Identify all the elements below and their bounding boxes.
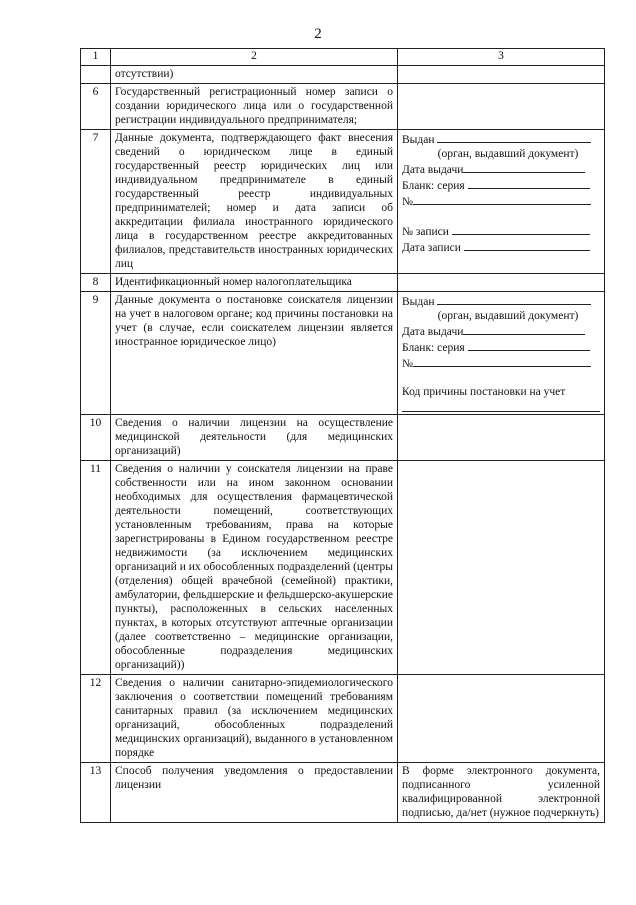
table-row bbox=[81, 675, 605, 763]
reason-code-label: Код причины постановки на учет bbox=[402, 386, 566, 398]
row-description: Сведения о наличии лицензии на осуществление медицинской деятельности (для медицинских организаций) bbox=[111, 415, 398, 461]
row-number: 8 bbox=[81, 274, 111, 292]
column-header-2: 2 bbox=[111, 49, 398, 66]
blank-series-line[interactable] bbox=[468, 339, 590, 351]
number-field[interactable]: № bbox=[402, 355, 600, 371]
row-description: Данные документа о постановке соискателя лицензии на учет в налоговом органе; код причины постановки на учет (в случае, если соискателем лицензии является иностранное юридическое лицо) bbox=[111, 292, 398, 415]
row-number: 7 bbox=[81, 130, 111, 274]
row-description: Идентификационный номер налогоплательщика bbox=[111, 274, 398, 292]
table-header-row bbox=[81, 49, 605, 66]
table-row bbox=[81, 274, 605, 292]
row-value[interactable] bbox=[398, 461, 605, 675]
row-description: отсутствии) bbox=[111, 66, 398, 84]
issuer-note: (орган, выдавший документ) bbox=[437, 148, 579, 160]
record-date-line[interactable] bbox=[464, 239, 590, 251]
row-number: 10 bbox=[81, 415, 111, 461]
page-number: 2 bbox=[314, 26, 322, 42]
issued-field[interactable]: Выдан bbox=[402, 293, 600, 309]
issued-line[interactable] bbox=[437, 293, 591, 305]
row-value bbox=[398, 130, 605, 274]
record-number-line[interactable] bbox=[452, 223, 590, 235]
row-value[interactable] bbox=[398, 84, 605, 130]
record-number-field[interactable]: № записи bbox=[402, 223, 600, 239]
row-value[interactable] bbox=[398, 274, 605, 292]
table-row bbox=[81, 292, 605, 415]
issued-field[interactable]: Выдан bbox=[402, 131, 600, 147]
row-description: Сведения о наличии у соискателя лицензии на праве собственности или на ином законном основании необходимых для осуществления фармацевтической деятельности помещений, соответствующих установленным требованиям, права на которые зарегистрированы в Едином государственном реестре недвижимости (за исключением медицинских организаций и их обособленных подразделений (центры (отделения) общей врачебной (семейной) практики, амбулатории, фельдшерские и фельдшерско-акушерские пункты), расположенных в сельских населенных пунктах, в которых отсутствуют аптечные организации (далее соответственно – медицинские организации, обособленные подразделения медицинских организаций)) bbox=[111, 461, 398, 675]
blank-series-field[interactable]: Бланк: серия bbox=[402, 177, 600, 193]
record-date-field[interactable]: Дата записи bbox=[402, 239, 600, 255]
blank-series-field[interactable]: Бланк: серия bbox=[402, 339, 600, 355]
row-value[interactable] bbox=[398, 415, 605, 461]
issue-date-field[interactable]: Дата выдачи bbox=[402, 161, 600, 177]
row-description: Сведения о наличии санитарно-эпидемиологического заключения о соответствии помещений требованиям санитарных правил (за исключением медицинских организаций, обособленных подразделений медицинских организаций), выданного в установленном порядке bbox=[111, 675, 398, 763]
table-row bbox=[81, 66, 605, 84]
issue-date-line[interactable] bbox=[463, 323, 585, 335]
column-header-3: 3 bbox=[398, 49, 605, 66]
column-header-1: 1 bbox=[81, 49, 111, 66]
row-number bbox=[81, 66, 111, 84]
notification-method-value: В форме электронного документа, подписанного усиленной квалифицированной электронной подписью, да/нет (нужное подчеркнуть) bbox=[398, 763, 605, 823]
number-line[interactable] bbox=[413, 355, 591, 367]
number-line[interactable] bbox=[413, 193, 591, 205]
reason-code-line[interactable] bbox=[402, 401, 600, 412]
table-row bbox=[81, 84, 605, 130]
issued-line[interactable] bbox=[437, 131, 591, 143]
row-number: 12 bbox=[81, 675, 111, 763]
table-row bbox=[81, 461, 605, 675]
table-row bbox=[81, 415, 605, 461]
row-number: 11 bbox=[81, 461, 111, 675]
number-field[interactable]: № bbox=[402, 193, 600, 209]
application-form-table bbox=[80, 48, 605, 823]
row-description: Государственный регистрационный номер записи о создании юридического лица или о государственной регистрации индивидуального предпринимателя; bbox=[111, 84, 398, 130]
row-value bbox=[398, 66, 605, 84]
row-value[interactable] bbox=[398, 675, 605, 763]
table-row bbox=[81, 763, 605, 823]
row-value bbox=[398, 292, 605, 415]
issuer-note: (орган, выдавший документ) bbox=[437, 310, 579, 322]
row-description: Способ получения уведомления о предоставлении лицензии bbox=[111, 763, 398, 823]
row-number: 13 bbox=[81, 763, 111, 823]
issue-date-line[interactable] bbox=[463, 161, 585, 173]
blank-series-line[interactable] bbox=[468, 177, 590, 189]
row-description: Данные документа, подтверждающего факт внесения сведений о юридическом лице в единый государственный реестр юридических лиц или индивидуальном предпринимателе в единый государственный реестр индивидуальных предпринимателей; номер и дата записи об аккредитации филиала иностранного юридического лица в государственном реестре аккредитованных филиалов, представительств иностранных юридических лиц bbox=[111, 130, 398, 274]
table-row bbox=[81, 130, 605, 274]
row-number: 9 bbox=[81, 292, 111, 415]
issue-date-field[interactable]: Дата выдачи bbox=[402, 323, 600, 339]
row-number: 6 bbox=[81, 84, 111, 130]
